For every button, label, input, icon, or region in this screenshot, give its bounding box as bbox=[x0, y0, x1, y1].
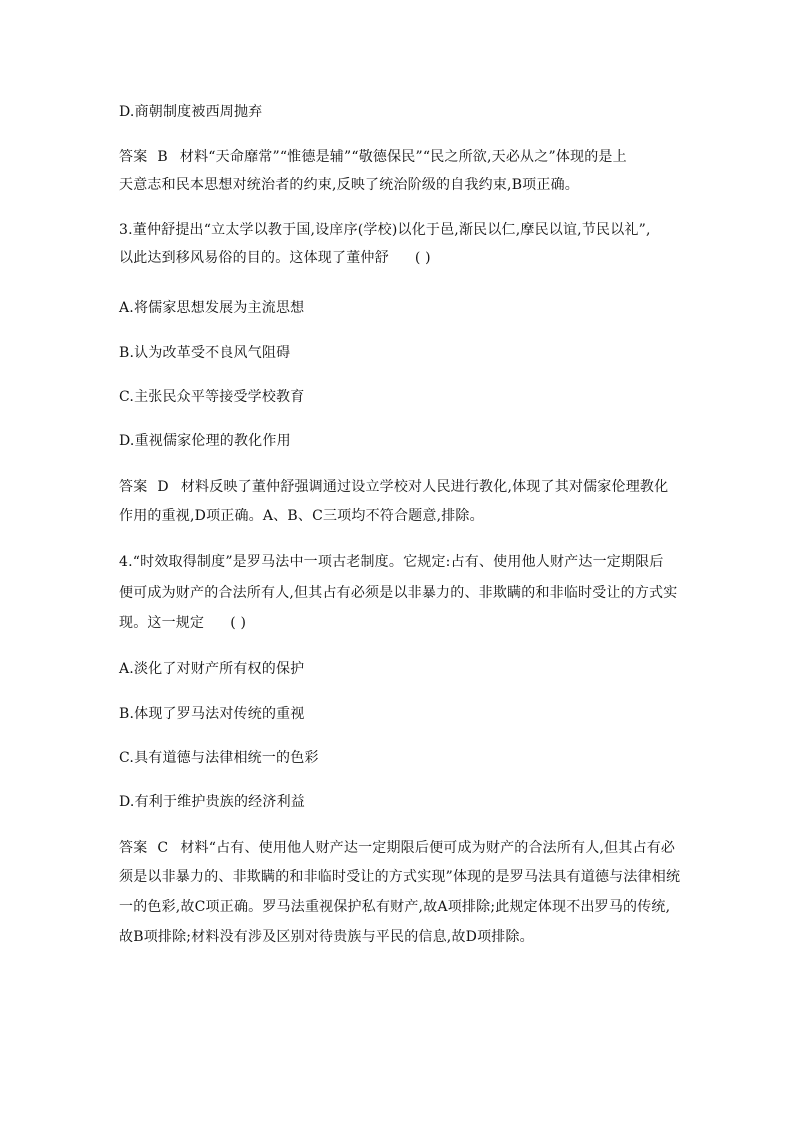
answer-4-line-2: 须是以非暴力的、非欺瞒的和非临时受让的方式实现”体现的是罗马法具有道德与法律相统 bbox=[119, 869, 681, 885]
question-4-line-3 bbox=[119, 613, 246, 633]
question-4-option-b: B.体现了罗马法对传统的重视 bbox=[119, 706, 305, 722]
answer-2-line-1 bbox=[119, 147, 627, 167]
answer-label: 答案 bbox=[119, 479, 148, 495]
answer-key: D bbox=[157, 479, 169, 495]
question-4-option-d: D.有利于维护贵族的经济利益 bbox=[119, 794, 305, 810]
answer-label: 答案 bbox=[119, 149, 148, 165]
option-d-previous-question: D.商朝制度被西周抛弃 bbox=[119, 104, 263, 120]
answer-4-line-4: 故B项排除;材料没有涉及区别对待贵族与平民的信息,故D项排除。 bbox=[119, 929, 534, 945]
answer-text: 材料反映了董仲舒强调通过设立学校对人民进行教化,体现了其对儒家伦理教化 bbox=[180, 479, 669, 495]
answer-3-line-2: 作用的重视,D项正确。A、B、C三项均不符合题意,排除。 bbox=[119, 508, 484, 524]
answer-key: C bbox=[157, 840, 169, 856]
question-3-option-c: C.主张民众平等接受学校教育 bbox=[119, 389, 305, 405]
question-4-line-1: 4.“时效取得制度”是罗马法中一项古老制度。它规定:占有、使用他人财产达一定期限后 bbox=[119, 554, 664, 570]
answer-key: B bbox=[157, 149, 168, 165]
question-4-option-a: A.淡化了对财产所有权的保护 bbox=[119, 661, 305, 677]
answer-2-line-2: 天意志和民本思想对统治者的约束,反映了统治阶级的自我约束,B项正确。 bbox=[119, 177, 579, 193]
answer-blank: ( ) bbox=[230, 615, 247, 631]
answer-4-line-3: 一的色彩,故C项正确。罗马法重视保护私有财产,故A项排除;此规定体现不出罗马的传统, bbox=[119, 899, 671, 915]
answer-text: 材料“天命靡常”“惟德是辅”“敬德保民”“民之所欲,天必从之”体现的是上 bbox=[179, 149, 627, 165]
question-3-option-b: B.认为改革受不良风气阻碍 bbox=[119, 345, 291, 361]
question-4-line-2: 便可成为财产的合法所有人,但其占有必须是以非暴力的、非欺瞒的和非临时受让的方式实 bbox=[119, 585, 678, 601]
question-3-option-d: D.重视儒家伦理的教化作用 bbox=[119, 433, 291, 449]
answer-3-line-1 bbox=[119, 477, 668, 497]
question-3-line-1: 3.董仲舒提出“立太学以教于国,设庠序(学校)以化于邑,渐民以仁,摩民以谊,节民以礼”, bbox=[119, 222, 651, 238]
question-3-option-a: A.将儒家思想发展为主流思想 bbox=[119, 300, 305, 316]
answer-label: 答案 bbox=[119, 840, 148, 856]
question-4-option-c: C.具有道德与法律相统一的色彩 bbox=[119, 750, 319, 766]
answer-text: 材料“占有、使用他人财产达一定期限后便可成为财产的合法所有人,但其占有必 bbox=[180, 840, 676, 856]
answer-4-line-1 bbox=[119, 838, 675, 858]
question-4-stem-end: 现。这一规定 bbox=[119, 615, 205, 631]
question-3-line-2 bbox=[119, 248, 431, 268]
question-3-stem-end: 以此达到移风易俗的目的。这体现了董仲舒 bbox=[119, 250, 389, 266]
answer-blank: ( ) bbox=[414, 250, 431, 266]
